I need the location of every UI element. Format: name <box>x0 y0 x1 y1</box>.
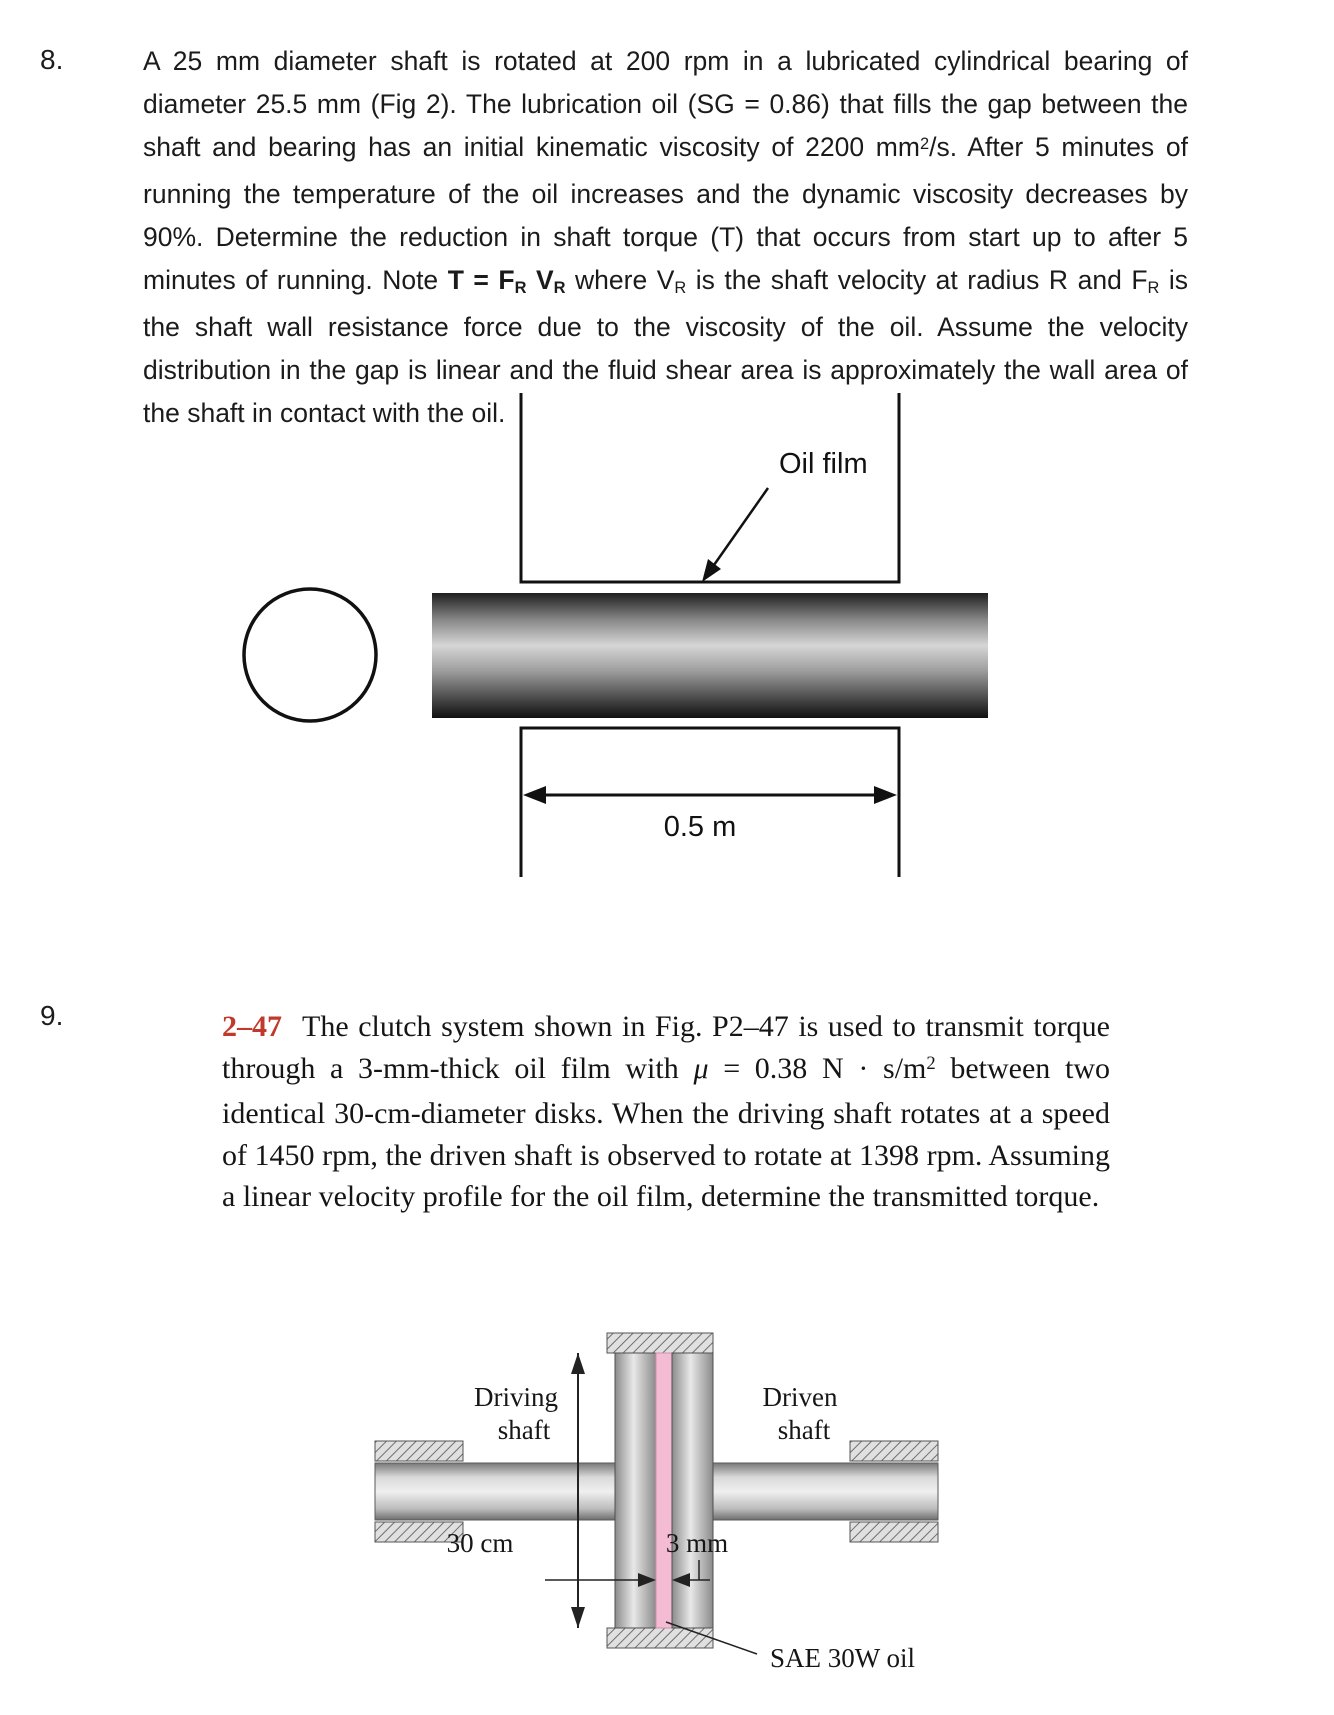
diameter-label: 30 cm <box>446 1528 514 1558</box>
driving-shaft-label-line2: shaft <box>497 1415 551 1445</box>
shaft-cross-section-circle <box>244 589 376 721</box>
driven-shaft-label-line1: Driven <box>762 1382 838 1412</box>
length-dimension-arrowhead-right <box>874 786 897 804</box>
oil-film-arrowhead <box>702 559 721 582</box>
oil-film-arrow-line <box>714 488 768 565</box>
driving-disk <box>615 1353 656 1628</box>
length-dimension-label: 0.5 m <box>663 811 737 843</box>
figure-clutch-system <box>0 1322 1334 1715</box>
problem-8-text: A 25 mm diameter shaft is rotated at 200 rpm in a lubricated cylindrical bearing of diameter 25.5 mm (Fig 2). The lubrication oil (SG = 0.86) that fills the gap between the shaft and bearing has an initial kinematic viscosity of 2200 $mm^2/s$. After 5 minutes of running the temperature of the oil increases and the dynamic viscosity decreases by 90%. Determine the reduction in shaft torque (T) that occurs from start up to after 5 minutes of running. Note T = FR VR where VR is the shaft velocity at radius R and FR is the shaft wall resistance force due to the viscosity of the oil. Assume the velocity distribution in the gap is linear and the fluid shear area is approximately the wall area of the shaft in contact with the oil. <box>143 46 1189 428</box>
left-support-upper <box>375 1441 463 1461</box>
driven-shaft-label-line2: shaft <box>777 1415 831 1445</box>
diameter-arrowhead-top <box>571 1353 585 1374</box>
oil-type-label: SAE 30W oil <box>770 1643 916 1673</box>
shaft-body <box>432 593 988 718</box>
bearing-upper-housing <box>521 393 899 582</box>
disk-bottom-cap <box>607 1628 713 1648</box>
driving-shaft-bar <box>375 1463 616 1520</box>
problem-9-number: 9. <box>40 1000 64 1031</box>
disk-top-cap <box>607 1333 713 1353</box>
right-support-lower <box>850 1522 938 1542</box>
problem-8-number: 8. <box>40 44 64 75</box>
oil-film-strip <box>656 1353 672 1628</box>
oil-film-label: Oil film <box>779 448 868 480</box>
driven-disk <box>672 1353 713 1628</box>
bearing-lower-housing <box>521 728 899 877</box>
right-support-upper <box>850 1441 938 1461</box>
figure-shaft-bearing <box>0 378 1334 898</box>
driven-shaft-bar <box>712 1463 938 1520</box>
driving-shaft-label-line1: Driving <box>474 1382 558 1412</box>
problem-9-text: 2–47 The clutch system shown in Fig. P2–47 is used to transmit torque through a 3-mm-thick oil film with μ = 0.38 $N \cdot s/m^2$ between two identical 30-cm-diameter disks. When the driving shaft rotates at a speed of 1450 rpm, the driven shaft is observed to rotate at 1398 rpm. Assuming a linear velocity profile for the oil film, determine the transmitted torque. <box>222 1010 1111 1213</box>
film-thickness-label: 3 mm <box>665 1528 729 1558</box>
diameter-arrowhead-bottom <box>571 1607 585 1628</box>
length-dimension-arrowhead-left <box>523 786 546 804</box>
